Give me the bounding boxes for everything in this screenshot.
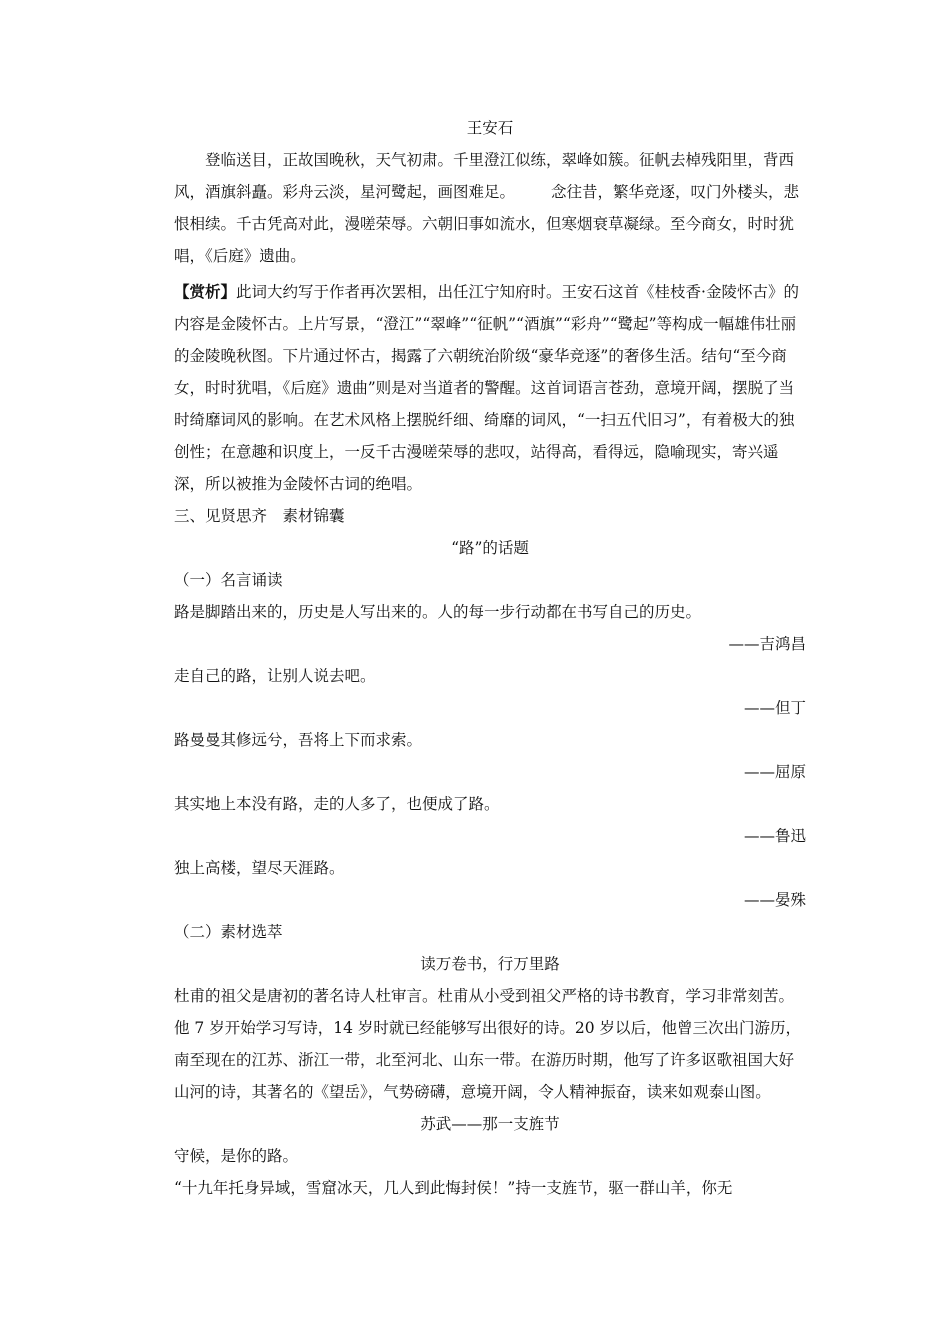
quotes-heading: （一）名言诵读	[174, 571, 283, 589]
quote-text: 走自己的路，让别人说去吧。	[174, 667, 376, 685]
poem-text-part1: 登临送目，正故国晚秋，天气初肃。千里澄江似练，翠峰如簇。征帆去棹残阳里，背西风，酒旗斜矗。彩舟云淡，星河鹭起，画图难足。	[174, 151, 795, 201]
poem-text-part2: 念往昔，繁华竞逐，叹门外楼头，悲恨相续。千古凭高对此，漫嗟荣辱。六朝旧事如流水，但寒烟衰草凝绿。至今商女，时时犹唱，《后庭》遗曲。	[174, 183, 800, 265]
section3-heading: 三、见贤思齐 素材锦囊	[174, 507, 345, 525]
poem-text	[174, 144, 806, 272]
materials-heading: （二）素材选萃	[174, 923, 283, 941]
quote-author: ——但丁	[743, 699, 806, 717]
quote-text: 路是脚踏出来的，历史是人写出来的。人的每一步行动都在书写自己的历史。	[174, 603, 702, 621]
quote-text: 独上高楼，望尽天涯路。	[174, 859, 345, 877]
quote-author: ——屈原	[743, 763, 806, 781]
appreciation-paragraph	[174, 276, 806, 500]
material2-title: 苏武——那一支旌节	[420, 1115, 560, 1133]
material1-text: 杜甫的祖父是唐初的著名诗人杜审言。杜甫从小受到祖父严格的诗书教育，学习非常刻苦。他 7 岁开始学习写诗，14 岁时就已经能够写出很好的诗。20 岁以后，他曾三次出门游历，南至现在的江苏、浙江一带，北至河北、山东一带。在游历时期，他写了许多讴歌祖国大好山河的诗，其著名的《望岳》，气势磅礴，意境开阔，令人精神振奋，读来如观泰山图。	[174, 987, 802, 1101]
material1-title: 读万卷书，行万里路	[420, 955, 560, 973]
material2-line2: “十九年托身异域，雪窟冰天，几人到此悔封侯！”持一支旌节，驱一群山羊，你无	[174, 1179, 733, 1197]
quote-author: ——晏殊	[743, 891, 806, 909]
quote-author: ——吉鸿昌	[728, 635, 806, 653]
material2-line1: 守候，是你的路。	[174, 1147, 299, 1165]
topic-title: “路”的话题	[451, 539, 529, 557]
quote-text: 其实地上本没有路，走的人多了，也便成了路。	[174, 795, 500, 813]
quote-text: 路曼曼其修远兮，吾将上下而求索。	[174, 731, 423, 749]
poem-author: 王安石	[466, 119, 514, 137]
appreciation-label: 【赏析】	[174, 282, 237, 301]
quote-author: ——鲁迅	[743, 827, 806, 845]
document-body	[174, 112, 806, 1204]
appreciation-text: 此词大约写于作者再次罢相，出任江宁知府时。王安石这首《桂枝香·金陵怀古》的内容是金陵怀古。上片写景，“澄江”“翠峰”“征帆”“酒旗”“彩舟”“鹭起”等构成一幅雄伟壮丽的金陵晚秋图。下片通过怀古，揭露了六朝统治阶级“豪华竞逐”的奢侈生活。结句“至今商女，时时犹唱，《后庭》遗曲”则是对当道者的警醒。这首词语言苍劲，意境开阔，摆脱了当时绮靡词风的影响。在艺术风格上摆脱纤细、绮靡的词风，“一扫五代旧习”，有着极大的独创性；在意趣和识度上，一反千古漫嗟荣辱的悲叹，站得高，看得远，隐喻现实，寄兴遥深，所以被推为金陵怀古词的绝唱。	[174, 283, 799, 493]
